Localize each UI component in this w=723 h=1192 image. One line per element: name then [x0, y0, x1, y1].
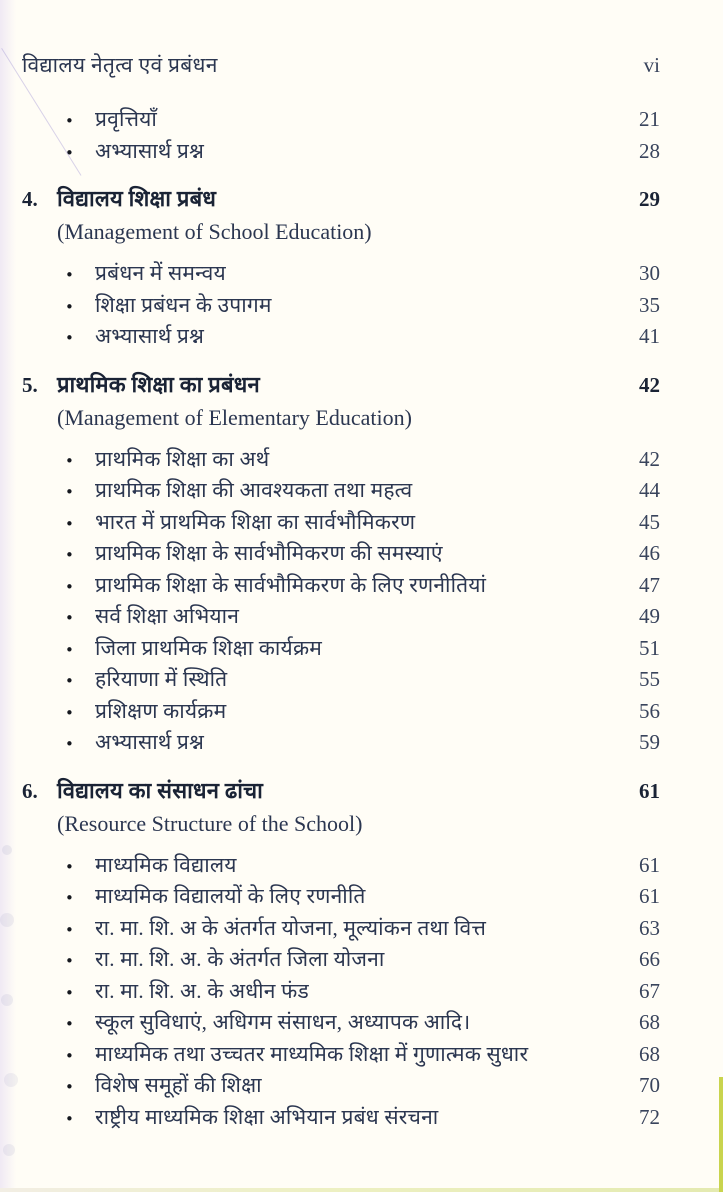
scan-bleedthrough-smudges: [2, 845, 12, 855]
bullet-icon: •: [65, 577, 74, 596]
toc-item: [22, 1070, 660, 1102]
section-page-number: 29: [639, 187, 660, 211]
section-subtitle: (Management of School Education): [57, 219, 372, 244]
section-page-number: 42: [639, 372, 660, 397]
toc-item-page-number: 35: [639, 292, 660, 317]
toc-item-label: प्रशिक्षण कार्यक्रम: [95, 698, 227, 723]
toc-item: [22, 507, 660, 539]
toc-item-label: हरियाणा में स्थिति: [95, 667, 228, 691]
intro-item-list: [22, 104, 660, 167]
bullet-icon: •: [65, 451, 74, 470]
toc-item-label: रा. मा. शि. अ. के अधीन फंड: [95, 978, 309, 1003]
toc-item-page-number: 66: [639, 947, 660, 971]
section-item-list: [22, 850, 660, 1134]
toc-item: [22, 1039, 660, 1071]
toc-item-page-number: 70: [639, 1073, 660, 1097]
bullet-icon: •: [65, 112, 74, 130]
section-item-list: [22, 444, 660, 759]
toc-item: [22, 633, 660, 665]
toc-item-label: अभ्यासार्थ प्रश्न: [95, 138, 205, 163]
bullet-icon: •: [65, 329, 74, 347]
section-subtitle: (Management of Elementary Education): [57, 404, 412, 430]
toc-item: [22, 444, 660, 476]
bullet-icon: •: [65, 703, 74, 722]
toc-item-page-number: 21: [639, 107, 660, 131]
toc-item-label: भारत में प्राथमिक शिक्षा का सार्वभौमिकरण: [95, 509, 416, 534]
toc-item-page-number: 44: [639, 478, 660, 502]
bullet-icon: •: [65, 672, 74, 690]
toc-item-label: रा. मा. शि. अ के अंतर्गत योजना, मूल्यांकन तथा वित्त: [95, 915, 487, 940]
toc-item: [22, 1007, 660, 1039]
book-title: विद्यालय नेतृत्व एवं प्रबंधन: [22, 53, 218, 77]
toc-item-page-number: 63: [639, 915, 660, 940]
section-number: 4.: [22, 187, 38, 211]
toc-item-label: सर्व शिक्षा अभियान: [95, 604, 240, 628]
bullet-icon: •: [65, 546, 74, 564]
bullet-icon: •: [65, 640, 74, 659]
toc-item-page-number: 46: [639, 541, 660, 565]
toc-item-label: प्राथमिक शिक्षा के सार्वभौमिकरण की समस्याएं: [95, 541, 443, 565]
toc-item: [22, 976, 660, 1008]
toc-item-label: प्रवृत्तियाँ: [95, 107, 157, 131]
bullet-icon: •: [65, 857, 74, 876]
toc-item-page-number: 56: [639, 698, 660, 723]
toc-item-page-number: 47: [639, 572, 660, 597]
section-number: 6.: [22, 778, 38, 803]
toc-item-page-number: 51: [639, 635, 660, 660]
bullet-icon: •: [65, 1015, 74, 1033]
toc-item-label: प्रबंधन में समन्वय: [95, 261, 226, 285]
toc-item: [22, 570, 660, 602]
toc-item-label: अभ्यासार्थ प्रश्न: [95, 324, 205, 348]
section-item-list: [22, 258, 660, 353]
toc-section: [22, 369, 660, 759]
toc-item-label: माध्यमिक तथा उच्चतर माध्यमिक शिक्षा में गुणात्मक सुधार: [95, 1041, 529, 1066]
bullet-icon: •: [65, 297, 74, 316]
toc-item-label: शिक्षा प्रबंधन के उपागम: [95, 292, 272, 317]
toc-item: [22, 104, 660, 136]
toc-item: [22, 664, 660, 696]
toc-item-page-number: 61: [639, 884, 660, 908]
toc-item-page-number: 45: [639, 509, 660, 534]
toc-item-page-number: 59: [639, 730, 660, 754]
bullet-icon: •: [65, 1046, 74, 1065]
bullet-icon: •: [65, 889, 74, 907]
toc-section: [22, 183, 660, 353]
toc-item: [22, 601, 660, 633]
toc-item-label: राष्ट्रीय माध्यमिक शिक्षा अभियान प्रबंध संरचना: [95, 1104, 439, 1129]
scan-left-edge-artifact: [0, 0, 16, 1192]
toc-item-label: प्राथमिक शिक्षा की आवश्यकता तथा महत्व: [95, 478, 413, 502]
toc-item-page-number: 68: [639, 1041, 660, 1066]
toc-item-page-number: 30: [639, 261, 660, 285]
toc-item: [22, 475, 660, 507]
section-heading: [22, 183, 660, 215]
bullet-icon: •: [65, 735, 74, 753]
toc-item: [22, 696, 660, 728]
toc-item-label: अभ्यासार्थ प्रश्न: [95, 730, 205, 754]
scan-right-edge-strip: [719, 1077, 723, 1192]
bullet-icon: •: [65, 920, 74, 939]
section-page-number: 61: [639, 778, 660, 803]
toc-item: [22, 136, 660, 168]
toc-item-page-number: 67: [639, 978, 660, 1003]
toc-item-label: माध्यमिक विद्यालय: [95, 852, 237, 877]
section-title: विद्यालय शिक्षा प्रबंध: [57, 186, 217, 211]
page-number: vi: [643, 53, 660, 77]
toc-item-label: माध्यमिक विद्यालयों के लिए रणनीति: [95, 884, 366, 908]
bullet-icon: •: [65, 514, 74, 533]
section-subtitle: (Resource Structure of the School): [57, 810, 363, 836]
toc-item-page-number: 28: [639, 138, 660, 163]
bullet-icon: •: [65, 1109, 74, 1128]
section-heading: [22, 369, 660, 401]
toc-item: [22, 727, 660, 759]
toc-item-label: रा. मा. शि. अ. के अंतर्गत जिला योजना: [95, 947, 385, 971]
toc-item: [22, 538, 660, 570]
toc-item: [22, 850, 660, 882]
toc-item-label: विशेष समूहों की शिक्षा: [95, 1073, 262, 1097]
bullet-icon: •: [65, 983, 74, 1002]
toc-item-page-number: 49: [639, 604, 660, 628]
bullet-icon: •: [65, 952, 74, 970]
toc-item-page-number: 41: [639, 324, 660, 348]
toc-item: [22, 321, 660, 353]
toc-item-page-number: 55: [639, 667, 660, 691]
toc-item: [22, 290, 660, 322]
toc-item: [22, 258, 660, 290]
bullet-icon: •: [65, 1078, 74, 1096]
toc-item-page-number: 72: [639, 1104, 660, 1129]
toc-item: [22, 881, 660, 913]
section-number: 5.: [22, 372, 38, 397]
toc-item-label: स्कूल सुविधाएं, अधिगम संसाधन, अध्यापक आदि।: [95, 1010, 471, 1034]
section-title: विद्यालय का संसाधन ढांचा: [57, 777, 263, 803]
toc-item: [22, 913, 660, 945]
toc-item-page-number: 61: [639, 852, 660, 877]
bullet-icon: •: [65, 143, 74, 162]
sections-container: [22, 183, 660, 1133]
scan-bottom-edge-strip: [0, 1188, 723, 1192]
toc-item: [22, 1102, 660, 1134]
toc-item: [22, 944, 660, 976]
toc-item-label: प्राथमिक शिक्षा के सार्वभौमिकरण के लिए रणनीतियां: [95, 572, 487, 597]
section-heading: [22, 775, 660, 807]
toc-item-label: प्राथमिक शिक्षा का अर्थ: [95, 446, 270, 471]
running-head: [22, 52, 660, 78]
toc-item-label: जिला प्राथमिक शिक्षा कार्यक्रम: [95, 635, 323, 660]
bullet-icon: •: [65, 609, 74, 627]
bullet-icon: •: [65, 266, 74, 284]
toc-item-page-number: 68: [639, 1010, 660, 1034]
section-title: प्राथमिक शिक्षा का प्रबंधन: [57, 371, 260, 397]
toc-section: [22, 775, 660, 1134]
toc-item-page-number: 42: [639, 446, 660, 471]
bullet-icon: •: [65, 483, 74, 501]
